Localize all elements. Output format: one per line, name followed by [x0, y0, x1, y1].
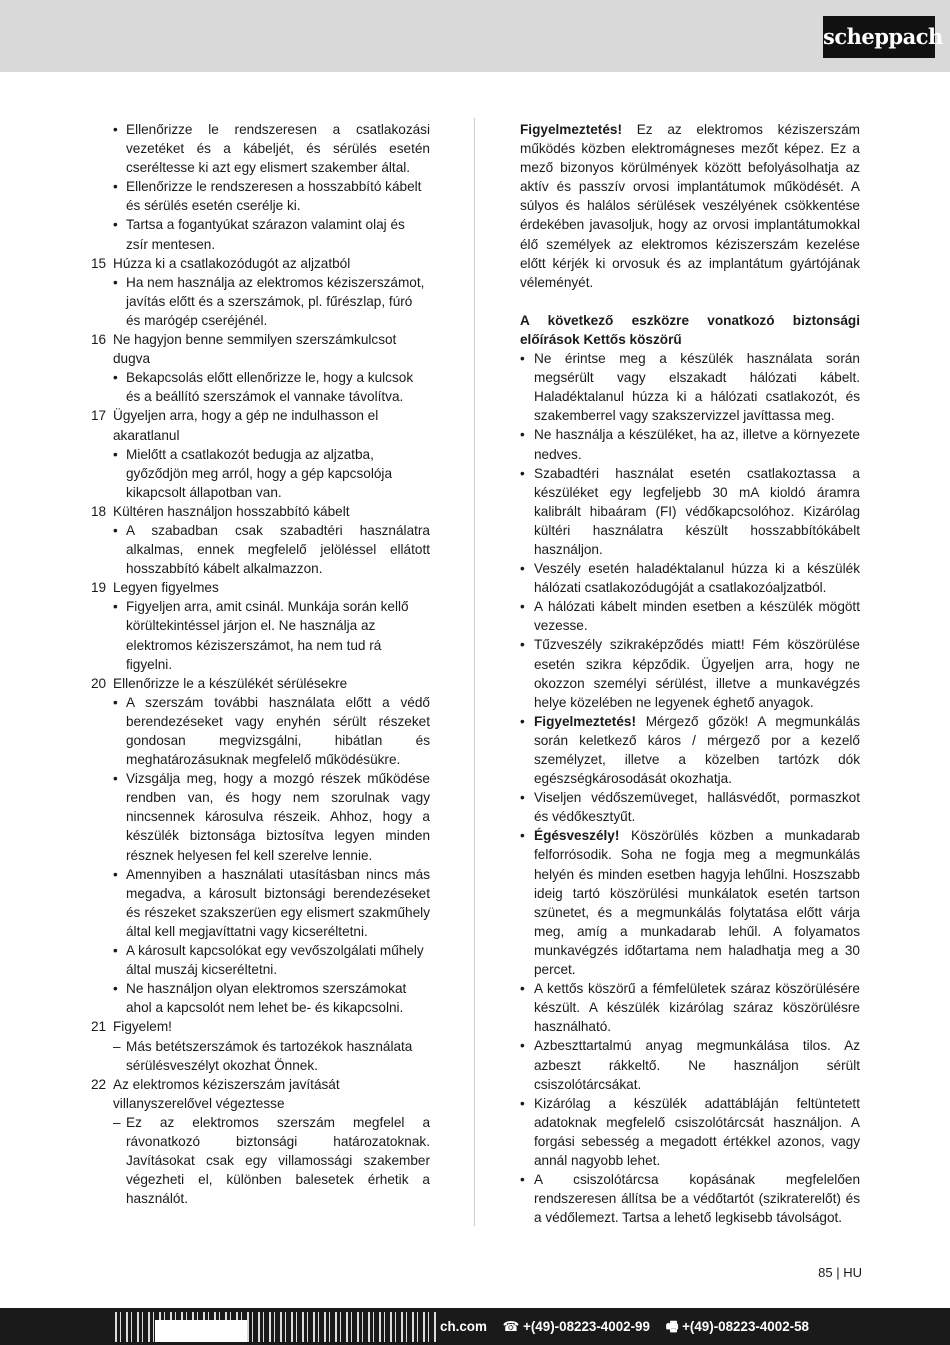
bullet-marker: • [520, 1172, 525, 1188]
bullet-text: Figyeljen arra, amit csinál. Munkája során kellő körültekintéssel járjon el. Ne használja az elektromos kéziszerszámot, ha nem tud rá figyelni. [126, 599, 409, 672]
safety-bullet [520, 788, 860, 826]
bullet-item [91, 693, 430, 769]
numbered-item [91, 1017, 430, 1036]
bullet-lead: Figyelmeztetés! [534, 713, 636, 729]
bullet-marker: • [113, 866, 118, 882]
safety-bullet [520, 349, 860, 425]
safety-bullet [520, 1036, 860, 1093]
bullet-text: Ne használjon olyan elektromos szerszámokat ahol a kapcsolót nem lehet be- és kikapcsolni. [126, 981, 407, 1016]
bullet-text [534, 559, 860, 597]
bullet-item [91, 120, 430, 177]
bullet-text: A szabadban csak szabadtéri használatra alkalmas, ennek megfelelő jelöléssel ellátott hosszabbító kábelt alkalmazzon. [126, 522, 430, 577]
bullet-text: A szerszám további használata előtt a védő berendezéseket vagy enyhén sérült részeket gondosan megvizsgálni, hibátlan és meghatározásuknak megfelelő működésükre. [126, 694, 430, 768]
item-number: 16 [91, 332, 107, 348]
page-number: 85 | HU [818, 1265, 862, 1280]
scheppach-logo: scheppach [823, 16, 935, 58]
safety-bullet [520, 425, 860, 463]
item-number: 22 [91, 1076, 107, 1092]
phone-number: ☎ +(49)-08223-4002-99 [502, 1319, 650, 1334]
item-heading: Húzza ki a csatlakozódugót az aljzatból [113, 255, 351, 271]
bullet-item [91, 215, 430, 253]
bullet-text [534, 464, 860, 559]
bullet-marker: • [113, 179, 118, 195]
bullet-marker: • [520, 599, 525, 615]
item-number: 15 [91, 255, 107, 271]
item-heading: Az elektromos kéziszerszám javítását villanyszerelővel végeztesse [113, 1076, 340, 1111]
safety-bullet-list [520, 349, 860, 1227]
right-column [520, 120, 860, 1227]
bullet-marker: • [520, 637, 525, 653]
section-heading: A következő eszközre vonatkozó biztonsági előírások Kettős köszörű [520, 312, 860, 347]
bullet-text [534, 1036, 860, 1093]
safety-bullet [520, 979, 860, 1036]
item-number: 18 [91, 503, 107, 519]
warning-lead: Figyelmeztetés! [520, 122, 622, 137]
bullet-item [91, 941, 430, 979]
bullet-marker: • [113, 122, 118, 137]
bullet-item [91, 368, 430, 406]
footer-contacts [440, 1318, 821, 1340]
bullet-text: Ha nem használja az elektromos kéziszerszámot, javítás előtt és a szerszámok, pl. fűrészlap, fúró és marógép cseréjénél. [126, 274, 425, 328]
bullet-body: A kettős köszörű a fémfelületek száraz köszörülésére készült. A készülék kizárólag száraz köszörülésre használható. [534, 981, 860, 1035]
item-heading: Legyen figyelmes [113, 580, 219, 596]
bullet-item [91, 1113, 430, 1208]
safety-bullet [520, 712, 860, 788]
bullet-marker: • [113, 370, 118, 386]
item-number: 20 [91, 675, 107, 691]
bullet-text [534, 597, 860, 635]
item-heading: Ügyeljen arra, hogy a gép ne indulhasson el akaratlanul [113, 408, 379, 443]
item-number: 17 [91, 408, 107, 424]
bullet-body: Köszörülés közben a munkadarab felforrósodik. Soha ne fogja meg a megmunkálás helyén és minden esetben hagyja lehűlni. Hoszszabb ideig tartó köszörülési munkálatok esetén tartson szünetet, és a megmunkálás folytatása előtt várja meg, amíg a munkadarab lehűl. A folyamatos munkavégzés időtartama nem haladhatja meg a 30 percet. [534, 828, 860, 978]
bullet-body: Kizárólag a készülék adattábláján feltüntetett adatoknak megfelelő csiszolótárcsát használjon. A forgási sebesség a megadott értékkel azonos, vagy annál nagyobb lehet. [534, 1095, 860, 1168]
bullet-text: Mielőtt a csatlakozót bedugja az aljzatba, győződjön meg arról, hogy a gép kapcsolója kikapcsolt állapotban van. [126, 446, 393, 500]
bullet-marker: • [520, 828, 525, 844]
footer-barcode-block [155, 1320, 247, 1342]
numbered-item [91, 502, 430, 521]
bullet-marker: – [113, 1038, 121, 1054]
website-fragment: ch.com [440, 1319, 487, 1334]
numbered-item [91, 254, 430, 273]
bullet-body: Azbeszttartalmú anyag megmunkálása tilos. Az azbeszt rákkeltő. Ne használjon sérült csiszolótárcsákat. [534, 1038, 860, 1092]
column-divider [474, 118, 475, 1226]
bullet-body: A csiszolótárcsa kopásának megfelelően rendszeresen állítsa be a védőtartót (szikraterelőt) és a védőlemezt. Tartsa a lehető legkisebb távolságot. [534, 1172, 860, 1226]
safety-bullet [520, 826, 860, 979]
paragraph-spacer [520, 292, 860, 311]
bullet-marker: – [113, 1114, 121, 1130]
bullet-marker: • [113, 446, 118, 462]
bullet-item [91, 521, 430, 578]
bullet-body: Viseljen védőszemüveget, hallásvédőt, pormaszkot és védőkesztyűt. [534, 790, 860, 825]
safety-bullet [520, 559, 860, 597]
bullet-item [91, 273, 430, 330]
bullet-text: Ellenőrizze le rendszeresen a csatlakozási vezetéket és a kábeljét, és sérülés esetén cseréltesse ki azt egy elismert szakember által. [126, 122, 430, 176]
bullet-text [534, 979, 860, 1036]
bullet-text [534, 1170, 860, 1227]
warning-text: Ez az elektromos kéziszerszám működés közben elektromágneses mezőt képez. Ez a mező bizonyos körülmények között befolyásolhatja az aktív és passzív orvosi implantátumok működését. A súlyos és halálos sérülések veszélyének csökkentése érdekében javasoljuk, hogy az orvosi implantátumokkal élő személyek az elektromos kéziszerszám kezelése előtt kérjék ki orvosuk és az implantátum gyártójának véleményét. [520, 122, 860, 290]
bullet-body: Ne használja a készüléket, ha az, illetve a környezete nedves. [534, 427, 860, 462]
bullet-item [91, 769, 430, 864]
bullet-lead: Égésveszély! [534, 828, 620, 844]
bullet-marker: • [113, 217, 118, 233]
safety-bullet [520, 464, 860, 559]
bullet-body: A hálózati kábelt minden esetben a készülék mögött vezesse. [534, 599, 860, 634]
safety-bullet [520, 1094, 860, 1170]
safety-bullet [520, 635, 860, 711]
numbered-item [91, 330, 430, 368]
bullet-text [534, 1094, 860, 1170]
fax-number: 🖷 +(49)-08223-4002-58 [665, 1319, 809, 1334]
bullet-body: Mérgező gőzök! A megmunkálás során keletkező káros / mérgező por a kezelő személyzet, illetve a közelben tartózk dók egészségkárosodását okozhatja. [534, 713, 860, 787]
bullet-text: Tartsa a fogantyúkat szárazon valamint olaj és zsír mentesen. [126, 217, 405, 252]
bullet-body: Szabadtéri használat esetén csatlakoztassa a készüléket egy legfeljebb 30 mA kioldó áramra kalibrált hibaáram (FI) védőkapcsolóhoz. Kizárólag kültéri használatra készült hosszabbítókábelt használjon. [534, 465, 860, 557]
bullet-marker: • [520, 465, 525, 481]
bullet-text [534, 712, 860, 788]
bullet-marker: • [113, 981, 118, 997]
bullet-text: Vizsgálja meg, hogy a mozgó részek működése rendben van, és hogy nem szorulnak vagy nincsennek károsulva részeik. Ahhoz, hogy a készülék biztonsága biztosítva legyen minden résznek helyesen fel kell szerelve lennie. [126, 771, 430, 863]
bullet-marker: • [520, 1038, 525, 1054]
bullet-marker: • [113, 694, 118, 710]
bullet-text: Más betétszerszámok és tartozékok használata sérülésveszélyt okozhat Önnek. [126, 1038, 413, 1073]
safety-bullet [520, 597, 860, 635]
bullet-text [534, 788, 860, 826]
bullet-text [534, 425, 860, 463]
bullet-text: A károsult kapcsolókat egy vevőszolgálati műhely által muszáj kicseréltetni. [126, 943, 424, 978]
bullet-text: Ellenőrizze le rendszeresen a hosszabbító kábelt és sérülés esetén cserélje ki. [126, 179, 422, 214]
numbered-item [91, 1075, 430, 1113]
bullet-item [91, 177, 430, 215]
bullet-text: Amennyiben a használati utasításban nincs más megadva, a károsult biztonsági berendezéseket és részeket szakszerüen egy elismert szakműhely által kell megjavíttatni vagy kicseréltetni. [126, 866, 430, 939]
bullet-body: Tűzveszély szikraképződés miatt! Fém köszörülése esetén szikra képződik. Ügyeljen arra, hogy ne okozzon személyi sérülést, illetve a munkavégzés helye közelében ne legyenek éghető anyagok. [534, 637, 860, 710]
bullet-marker: • [520, 561, 525, 577]
bullet-text [534, 826, 860, 979]
bullet-item [91, 445, 430, 502]
left-column [91, 120, 430, 1208]
bullet-text [534, 635, 860, 711]
safety-bullet [520, 1170, 860, 1227]
numbered-item [91, 674, 430, 693]
item-number: 19 [91, 580, 107, 596]
bullet-marker: • [113, 943, 118, 959]
bullet-text: Ez az elektromos szerszám megfelel a rávonatkozó biztonsági határozatoknak. Javításokat csak egy villamossági szakember végezheti el, különben balesetek érhetik a használót. [126, 1114, 430, 1207]
bullet-text [534, 349, 860, 425]
item-heading: Figyelem! [113, 1019, 172, 1035]
bullet-marker: • [113, 771, 118, 787]
item-number: 21 [91, 1019, 107, 1035]
bullet-marker: • [113, 599, 118, 615]
bullet-marker: • [520, 1095, 525, 1111]
bullet-marker: • [520, 351, 525, 367]
bullet-body: Veszély esetén haladéktalanul húzza ki a készülék hálózati csatlakozódugóját a csatlakozóaljzatból. [534, 561, 860, 596]
numbered-item [91, 406, 430, 444]
numbered-item [91, 578, 430, 597]
bullet-marker: • [113, 522, 118, 538]
bullet-marker: • [113, 274, 118, 290]
emf-warning-paragraph [520, 120, 860, 292]
item-heading: Ne hagyjon benne semmilyen szerszámkulcsot dugva [113, 332, 397, 367]
bullet-item [91, 597, 430, 673]
bullet-marker: • [520, 713, 525, 729]
bullet-item [91, 1037, 430, 1075]
header-band [0, 0, 950, 72]
bullet-marker: • [520, 790, 525, 806]
bullet-item [91, 979, 430, 1017]
bullet-text: Bekapcsolás előtt ellenőrizze le, hogy a kulcsok és a beállító szerszámok el vannake távolítva. [126, 370, 414, 405]
item-heading: Ellenőrizze le a készülékét sérülésekre [113, 675, 348, 691]
item-heading: Kültéren használjon hosszabbító kábelt [113, 503, 350, 519]
bullet-marker: • [520, 981, 525, 997]
bullet-body: Ne érintse meg a készülék használata során megsérült vagy elszakadt hálózati kábelt. Haladéktalanul húzza ki a hálózati csatlakozót, és szakemberrel vagy szakszervizzel javíttassa meg. [534, 351, 860, 424]
bullet-item [91, 865, 430, 941]
bullet-marker: • [520, 427, 525, 443]
